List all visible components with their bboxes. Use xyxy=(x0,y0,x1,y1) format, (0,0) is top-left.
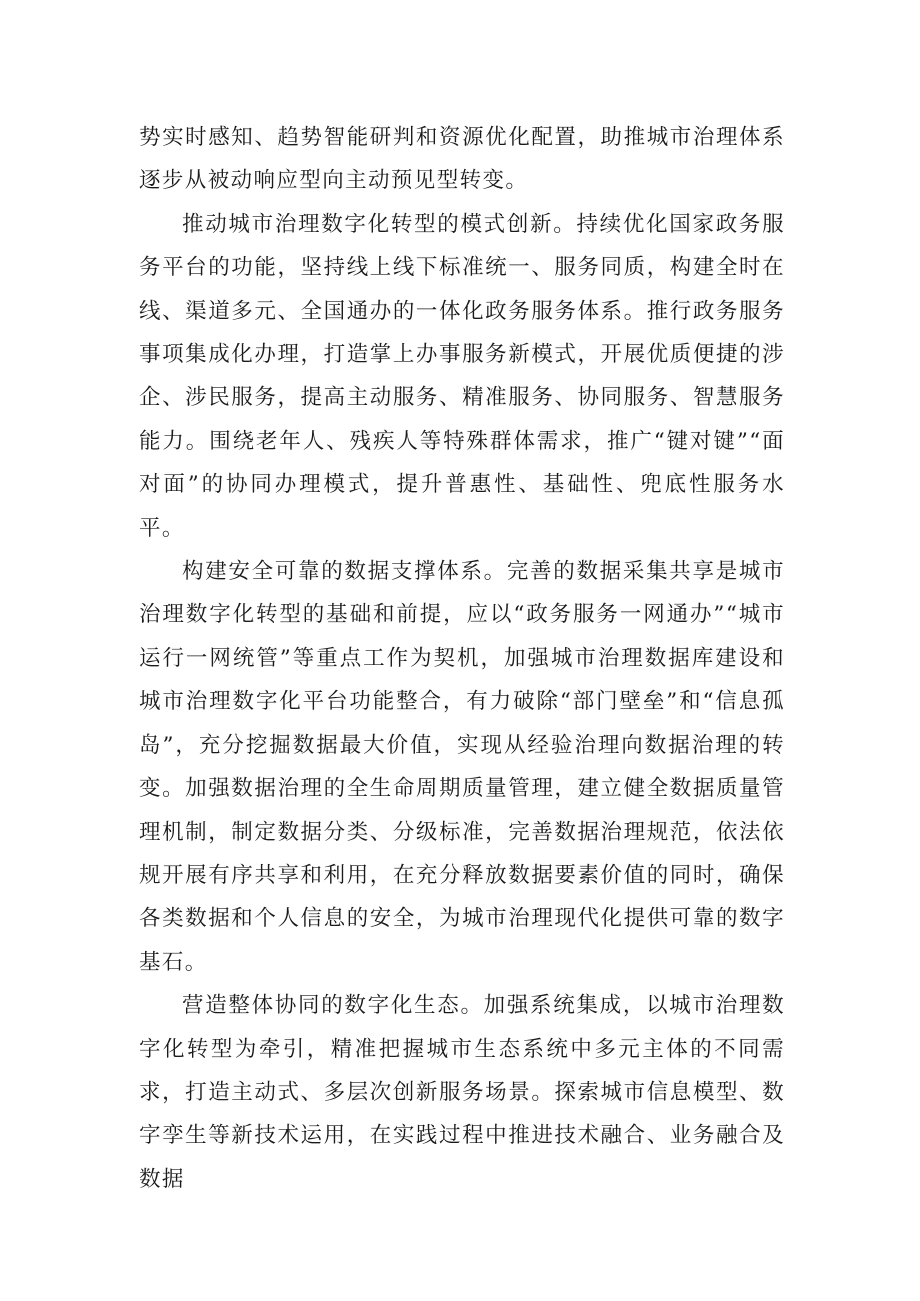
paragraph-continuation: 势实时感知、趋势智能研判和资源优化配置，助推城市治理体系逐步从被动响应型向主动预见型转变。 xyxy=(139,125,785,194)
document-body xyxy=(139,116,785,1201)
paragraph-service-mode-innovation: 推动城市治理数字化转型的模式创新。持续优化国家政务服务平台的功能，坚持线上线下标准统一、服务同质，构建全时在线、渠道多元、全国通办的一体化政务服务体系。推行政务服务事项集成化办理，打造掌上办事服务新模式，开展优质便捷的涉企、涉民服务，提高主动服务、精准服务、协同服务、智慧服务能力。围绕老年人、残疾人等特殊群体需求，推广“键对键”“面对面”的协同办理模式，提升普惠性、基础性、兜底性服务水平。 xyxy=(139,211,785,541)
paragraph-digital-ecosystem: 营造整体协同的数字化生态。加强系统集成，以城市治理数字化转型为牵引，精准把握城市生态系统中多元主体的不同需求，打造主动式、多层次创新服务场景。探索城市信息模型、数字孪生等新技术运用，在实践过程中推进技术融合、业务融合及数据 xyxy=(139,993,785,1192)
paragraph-data-support-system: 构建安全可靠的数据支撑体系。完善的数据采集共享是城市治理数字化转型的基础和前提，应以“政务服务一网通办”“城市运行一网统管”等重点工作为契机，加强城市治理数据库建设和城市治理数字化平台功能整合，有力破除“部门壁垒”和“信息孤岛”，充分挖掘数据最大价值，实现从经验治理向数据治理的转变。加强数据治理的全生命周期质量管理，建立健全数据质量管理机制，制定数据分类、分级标准，完善数据治理规范，依法依规开展有序共享和利用，在充分释放数据要素价值的同时，确保各类数据和个人信息的安全，为城市治理现代化提供可靠的数字基石。 xyxy=(139,559,785,975)
